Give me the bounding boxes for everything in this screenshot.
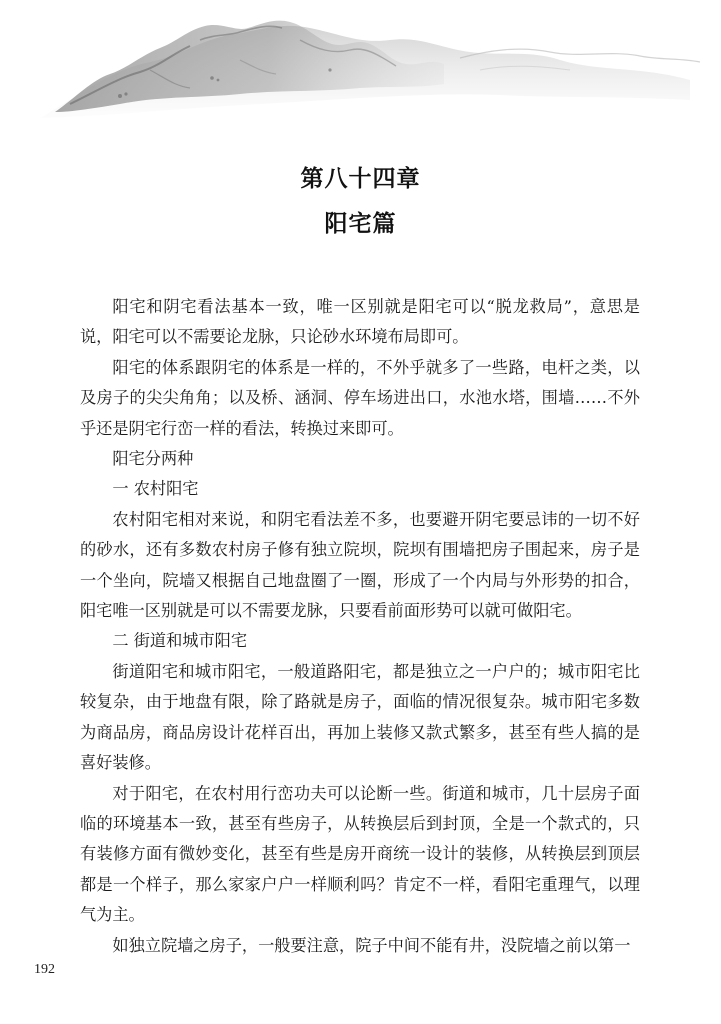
paragraph: 街道阳宅和城市阳宅，一般道路阳宅，都是独立之一户户的；城市阳宅比较复杂，由于地盘有限，除了路就是房子，面临的情况很复杂。城市阳宅多数为商品房，商品房设计花样百出，再加上装修又款式繁多，甚至有些人搞的是喜好装修。 (80, 661, 640, 773)
subsection-heading: 一 农村阳宅 (112, 479, 199, 499)
paragraph: 对于阳宅，在农村用行峦功夫可以论断一些。街道和城市，几十层房子面临的环境基本一致，甚至有些房子，从转换层后到封顶，全是一个款式的，只有装修方面有微妙变化，甚至有些是房开商统一设计的装修，从转换层到顶层都是一个样子，那么家家户户一样顺利吗？肯定不一样，看阳宅重理气，以理气为主。 (80, 783, 640, 925)
subsection-heading: 二 街道和城市阳宅 (112, 631, 248, 651)
paragraph: 阳宅和阴宅看法基本一致，唯一区别就是阳宅可以“脱龙救局”，意思是说，阳宅可以不需要论龙脉，只论砂水环境布局即可。 (80, 297, 640, 347)
paragraph: 如独立院墙之房子，一般要注意，院子中间不能有井，没院墙之前以第一 (112, 935, 631, 955)
chapter-title: 阳宅篇 (324, 210, 397, 237)
ink-mountain-illustration (0, 0, 721, 135)
paragraph: 农村阳宅相对来说，和阴宅看法差不多，也要避开阴宅要忌讳的一切不好的砂水，还有多数农村房子修有独立院坝，院坝有围墙把房子围起来，房子是一个坐向，院墙又根据自己地盘圈了一圈，形成了一个内局与外形势的扣合，阳宅唯一区别就是可以不需要龙脉，只要看前面形势可以就可做阳宅。 (80, 509, 640, 621)
paragraph: 阳宅的体系跟阴宅的体系是一样的，不外乎就多了一些路，电杆之类，以及房子的尖尖角角；以及桥、涵洞、停车场进出口，水池水塔，围墙……不外乎还是阴宅行峦一样的看法，转换过来即可。 (80, 357, 640, 438)
section-heading: 阳宅分两种 (112, 449, 194, 469)
chapter-number: 第八十四章 (300, 165, 421, 192)
page-number: 192 (34, 962, 55, 977)
chapter-body (80, 292, 640, 961)
